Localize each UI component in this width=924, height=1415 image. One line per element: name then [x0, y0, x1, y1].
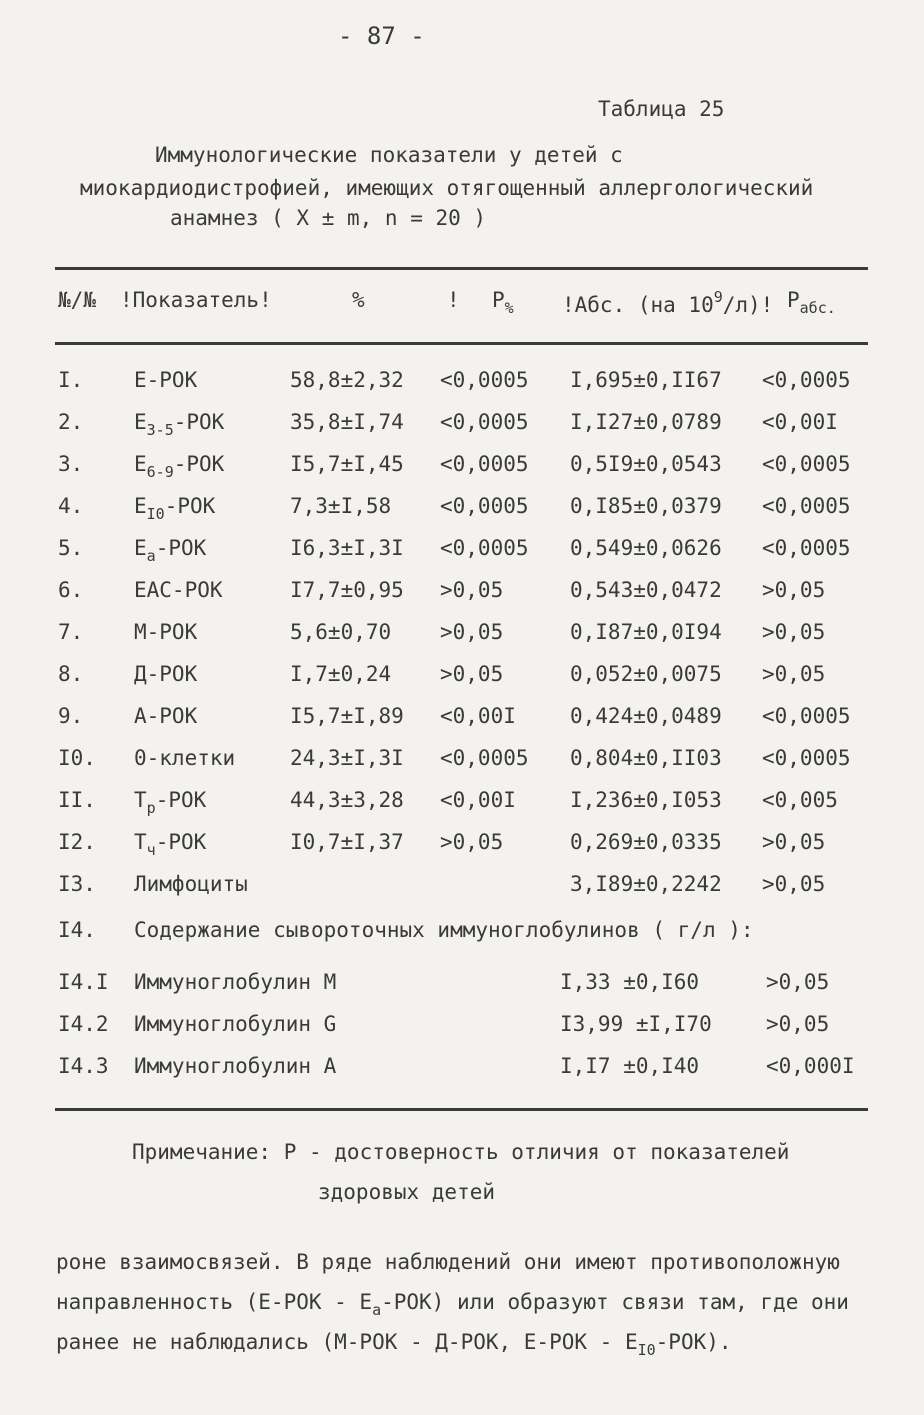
table-row	[0, 578, 924, 618]
absolute-value: I,33 ±0,I60	[560, 970, 700, 994]
indicator-name: Иммуноглобулин А	[134, 1054, 337, 1078]
row-number: 7.	[58, 620, 84, 644]
note-line-2: здоровых детей	[318, 1180, 496, 1204]
absolute-value: 0,804±0,II03	[570, 746, 722, 770]
p-absolute-value: <0,0005	[762, 368, 851, 392]
row-number: I4.3	[58, 1054, 109, 1078]
header-absolute: !Абс. (на $10^9/л$)!	[562, 288, 774, 317]
row-number: 2.	[58, 410, 84, 434]
row-number: I4.	[58, 918, 96, 942]
absolute-value: 0,5I9±0,0543	[570, 452, 722, 476]
row-number: II.	[58, 788, 96, 812]
absolute-value: 0,269±0,0335	[570, 830, 722, 854]
indicator-name: Иммуноглобулин М	[134, 970, 337, 994]
table-row	[0, 1054, 924, 1094]
indicator-name: 0-клетки	[134, 746, 236, 770]
p-absolute-value: <0,00I	[762, 410, 838, 434]
p-percent-value: <0,0005	[440, 452, 529, 476]
table-row	[0, 704, 924, 744]
paragraph-line-2: направленность $(Е-РОК - Е_а-РОК)$ или образуют связи там, где они	[56, 1290, 849, 1319]
section-label-immunoglobulins: Содержание сывороточных иммуноглобулинов ( г/л ):	[134, 918, 754, 942]
header-indicator: !Показатель!	[120, 288, 272, 312]
absolute-value: 0,424±0,0489	[570, 704, 722, 728]
table-caption-line-1: Иммунологические показатели у детей с	[155, 143, 623, 167]
header-separator: !	[447, 288, 460, 312]
p-percent-value: <0,0005	[440, 494, 529, 518]
percent-value: I5,7±I,45	[290, 452, 404, 476]
table-row	[0, 788, 924, 828]
absolute-value: I,I27±0,0789	[570, 410, 722, 434]
percent-value: 35,8±I,74	[290, 410, 404, 434]
p-percent-value: <0,0005	[440, 536, 529, 560]
table-row	[0, 536, 924, 576]
indicator-name: А-РОК	[134, 704, 198, 728]
indicator-name: $Е_{I0}$-РОК	[134, 494, 216, 523]
percent-value: 5,6±0,70	[290, 620, 392, 644]
p-absolute-value: >0,05	[766, 1012, 830, 1036]
p-absolute-value: <0,0005	[762, 704, 851, 728]
table-header-rule	[55, 342, 868, 345]
row-number: 3.	[58, 452, 84, 476]
row-number: 4.	[58, 494, 84, 518]
indicator-name: $Е_а$-РОК	[134, 536, 207, 565]
indicator-name: Е-РОК	[134, 368, 198, 392]
absolute-value: I3,99 ±I,I70	[560, 1012, 712, 1036]
p-percent-value: <0,0005	[440, 746, 529, 770]
p-percent-value: <0,00I	[440, 788, 516, 812]
absolute-value: I,236±0,I053	[570, 788, 722, 812]
p-absolute-value: >0,05	[766, 970, 830, 994]
p-absolute-value: <0,0005	[762, 746, 851, 770]
row-number: I4.2	[58, 1012, 109, 1036]
percent-value: I,7±0,24	[290, 662, 392, 686]
p-percent-value: <0,0005	[440, 410, 529, 434]
indicator-name: М-РОК	[134, 620, 198, 644]
table-row	[0, 830, 924, 870]
header-p-percent: $P_{\%}$	[492, 288, 514, 317]
absolute-value: 0,I87±0,0I94	[570, 620, 722, 644]
p-absolute-value: <0,0005	[762, 536, 851, 560]
indicator-name: Иммуноглобулин G	[134, 1012, 337, 1036]
page-number: - 87 -	[338, 22, 425, 50]
absolute-value: 0,543±0,0472	[570, 578, 722, 602]
indicator-name: $Т_ч$-РОК	[134, 830, 207, 859]
absolute-value: 3,I89±0,2242	[570, 872, 722, 896]
p-percent-value: >0,05	[440, 620, 504, 644]
table-label: Таблица 25	[598, 97, 725, 121]
row-number: 9.	[58, 704, 84, 728]
row-number: 8.	[58, 662, 84, 686]
indicator-name: $Е_{6-9}$-РОК	[134, 452, 225, 481]
p-percent-value: >0,05	[440, 662, 504, 686]
p-percent-value: >0,05	[440, 830, 504, 854]
absolute-value: 0,052±0,0075	[570, 662, 722, 686]
p-percent-value: <0,00I	[440, 704, 516, 728]
table-top-rule	[55, 267, 868, 270]
table-row	[0, 620, 924, 660]
row-number: I3.	[58, 872, 96, 896]
absolute-value: I,I7 ±0,I40	[560, 1054, 700, 1078]
p-absolute-value: <0,000I	[766, 1054, 855, 1078]
p-absolute-value: >0,05	[762, 578, 826, 602]
table-row	[0, 452, 924, 492]
percent-value: I6,3±I,3I	[290, 536, 404, 560]
header-p-absolute: $P_{абс.}$	[787, 288, 836, 317]
p-percent-value: <0,0005	[440, 368, 529, 392]
p-absolute-value: <0,0005	[762, 494, 851, 518]
table-caption-line-3: анамнез ( X ± m, n = 20 )	[170, 206, 487, 230]
table-caption-line-2: миокардиодистрофией, имеющих отягощенный аллергологический	[80, 176, 814, 200]
row-number: I2.	[58, 830, 96, 854]
p-absolute-value: >0,05	[762, 872, 826, 896]
table-row	[0, 410, 924, 450]
percent-value: 7,3±I,58	[290, 494, 392, 518]
indicator-name: Лимфоциты	[134, 872, 248, 896]
absolute-value: I,695±0,II67	[570, 368, 722, 392]
absolute-value: 0,I85±0,0379	[570, 494, 722, 518]
table-row	[0, 1012, 924, 1052]
p-absolute-value: >0,05	[762, 830, 826, 854]
p-absolute-value: >0,05	[762, 620, 826, 644]
table-row	[0, 970, 924, 1010]
p-absolute-value: >0,05	[762, 662, 826, 686]
percent-value: I7,7±0,95	[290, 578, 404, 602]
note-line-1: Примечание: Р - достоверность отличия от показателей	[132, 1140, 790, 1164]
indicator-name: $Т_р$-РОК	[134, 788, 207, 817]
percent-value: 58,8±2,32	[290, 368, 404, 392]
header-percent: %	[352, 288, 365, 312]
percent-value: I5,7±I,89	[290, 704, 404, 728]
p-percent-value: >0,05	[440, 578, 504, 602]
percent-value: I0,7±I,37	[290, 830, 404, 854]
paragraph-line-3: ранее не наблюдались (М-РОК - Д-РОК, $Е-РОК - Е_{I0}-РОК$).	[56, 1330, 732, 1359]
p-absolute-value: <0,0005	[762, 452, 851, 476]
table-row	[0, 494, 924, 534]
percent-value: 44,3±3,28	[290, 788, 404, 812]
absolute-value: 0,549±0,0626	[570, 536, 722, 560]
table-row	[0, 662, 924, 702]
indicator-name: Д-РОК	[134, 662, 198, 686]
row-number: I4.I	[58, 970, 109, 994]
row-number: I.	[58, 368, 84, 392]
row-number: 6.	[58, 578, 84, 602]
header-number: №/№	[58, 288, 96, 312]
row-number: 5.	[58, 536, 84, 560]
paragraph-line-1: роне взаимосвязей. В ряде наблюдений они имеют противоположную	[56, 1250, 840, 1274]
indicator-name: $Е_{3-5}$-РОК	[134, 410, 225, 439]
table-bottom-rule	[55, 1108, 868, 1111]
table-row	[0, 368, 924, 408]
table-row	[0, 872, 924, 912]
row-number: I0.	[58, 746, 96, 770]
indicator-name: ЕАС-РОК	[134, 578, 223, 602]
table-row	[0, 746, 924, 786]
p-absolute-value: <0,005	[762, 788, 838, 812]
percent-value: 24,3±I,3I	[290, 746, 404, 770]
